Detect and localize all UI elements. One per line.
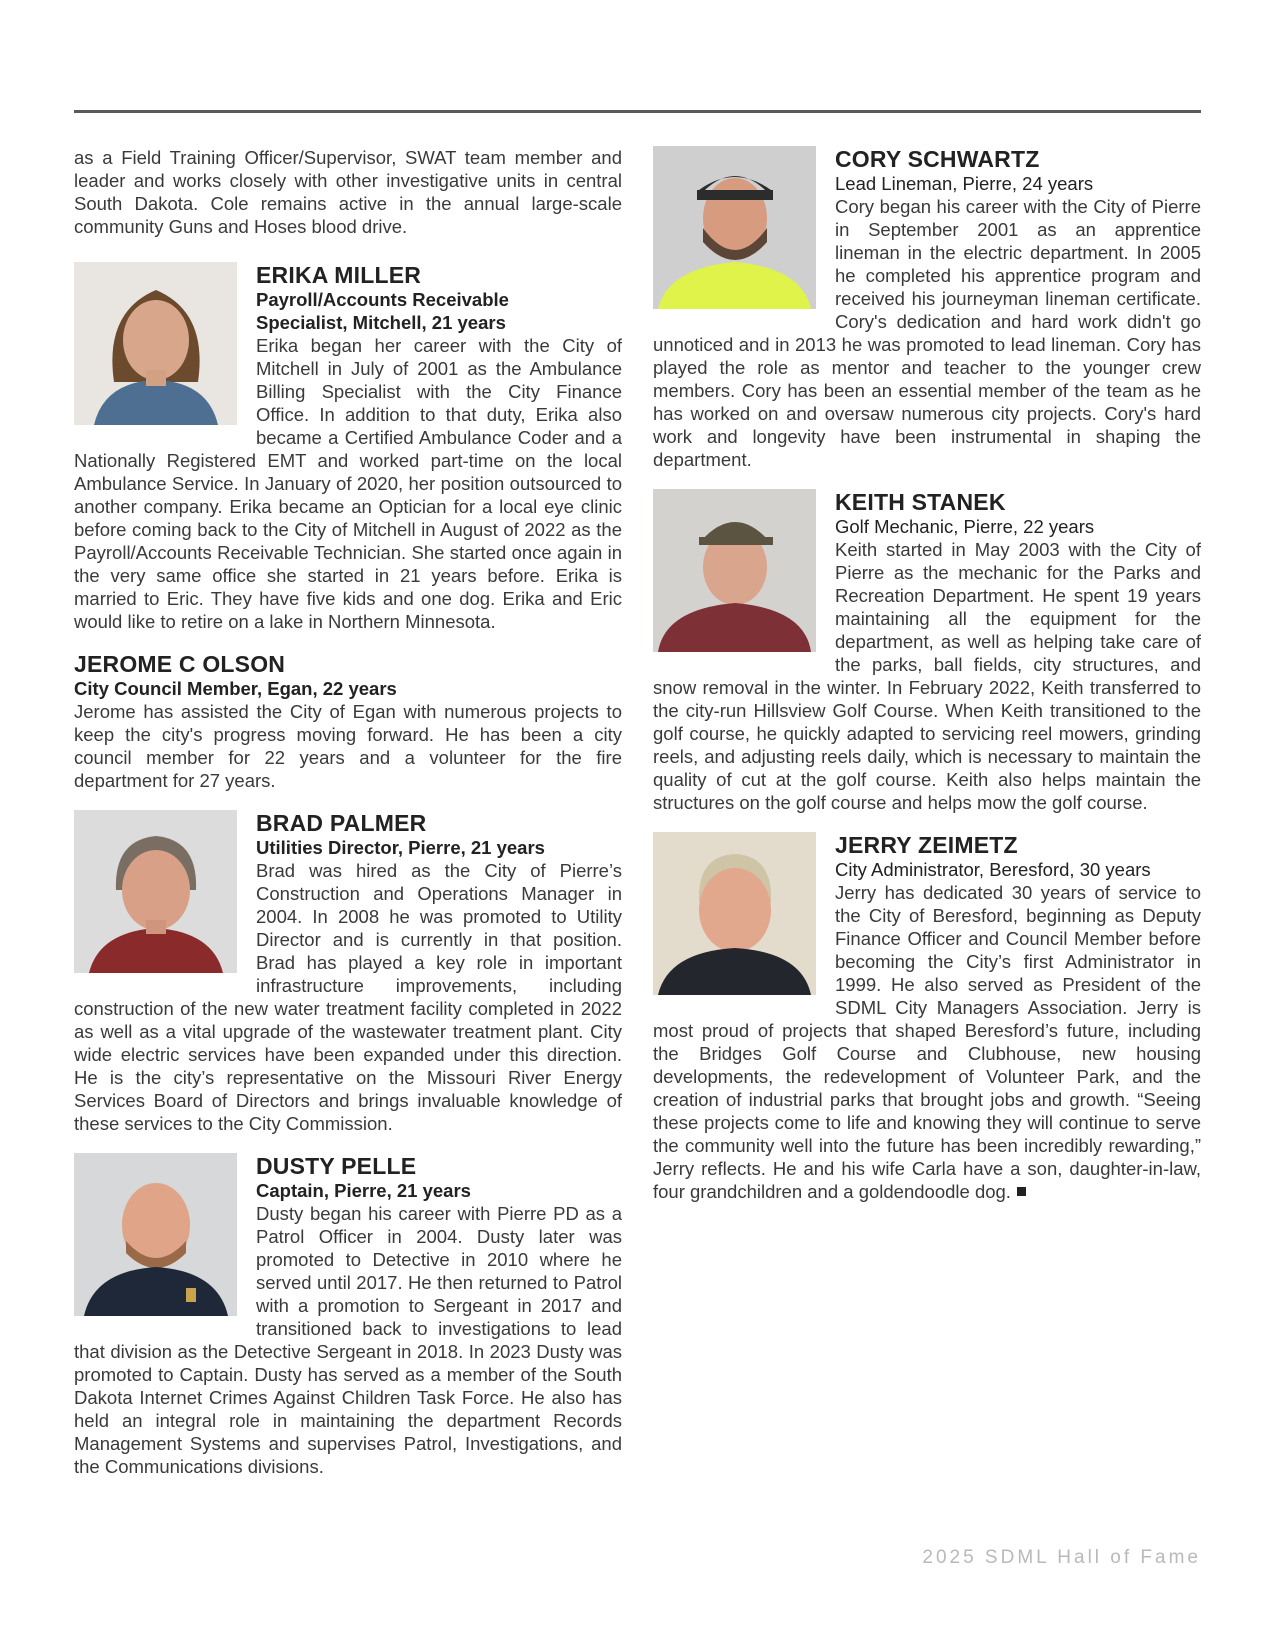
top-divider xyxy=(74,110,1201,113)
left-column xyxy=(74,146,622,1496)
profile-brad-palmer xyxy=(74,810,622,1135)
profile-name: CORY SCHWARTZ xyxy=(835,146,1040,172)
end-of-article-mark xyxy=(1017,1187,1026,1196)
profile-keith-stanek xyxy=(653,489,1201,814)
profile-title-line1: Payroll/Accounts Receivable xyxy=(256,289,509,310)
profile-bio: Erika began her career with the City of Mitchell in July of 2001 as the Ambulance Billing Specialist with the City Finance Office. In addition to that duty, Erika also became a Certified Ambulance Coder and a Nationally Registered EMT and worked part-time on the local Ambulance Service. In January of 2020, her position outsourced to another company. Erika became an Optician for a local eye clinic before coming back to the City of Mitchell in August of 2022 as the Payroll/Accounts Receivable Technician. She started once again in the very same office she started in 21 years before. Erika is married to Eric. They have five kids and one dog. Erika and Eric would like to retire on a lake in Northern Minnesota. xyxy=(74,335,622,632)
profile-title: Lead Lineman, Pierre, 24 years xyxy=(835,173,1094,194)
profile-title-line2: Specialist, Mitchell, 21 years xyxy=(256,312,506,333)
profile-title: Captain, Pierre, 21 years xyxy=(256,1180,471,1201)
profile-name: KEITH STANEK xyxy=(835,489,1006,515)
profile-name: DUSTY PELLE xyxy=(256,1153,417,1179)
profile-title: Golf Mechanic, Pierre, 22 years xyxy=(835,516,1095,537)
portrait-photo-dusty-pelle xyxy=(74,1153,237,1316)
portrait-photo-cory-schwartz xyxy=(653,146,816,309)
profile-bio: Dusty began his career with Pierre PD as a Patrol Officer in 2004. Dusty later was promoted to Detective in 2010 where he served until 2017. He then returned to Patrol with a promotion to Sergeant in 2017 and transitioned back to investigations to lead that division as the Detective Sergeant in 2018. In 2023 Dusty was promoted to Captain. Dusty has served as a member of the South Dakota Internet Crimes Against Children Task Force. He also has held an integral role in maintaining the department Records Management Systems and supervises Patrol, Investigations, and the Communications divisions. xyxy=(74,1203,622,1477)
profile-name: JERRY ZEIMETZ xyxy=(835,832,1018,858)
profile-cory-schwartz xyxy=(653,146,1201,471)
profile-jerome-c-olson xyxy=(74,651,622,792)
profile-dusty-pelle xyxy=(74,1153,622,1478)
right-column xyxy=(653,146,1201,1221)
profile-jerry-zeimetz xyxy=(653,832,1201,1203)
profile-name: JEROME C OLSON xyxy=(74,651,286,677)
profile-title: City Council Member, Egan, 22 years xyxy=(74,678,397,699)
portrait-photo-brad-palmer xyxy=(74,810,237,973)
portrait-photo-erika-miller xyxy=(74,262,237,425)
profile-name: ERIKA MILLER xyxy=(256,262,422,288)
page-footer: 2025 SDML Hall of Fame xyxy=(922,1547,1201,1568)
intro-continuation-text: as a Field Training Officer/Supervisor, SWAT team member and leader and works closely with other investigative units in central South Dakota. Cole remains active in the annual large-scale community Guns and Hoses blood drive. xyxy=(74,147,622,237)
profile-bio: Jerry has dedicated 30 years of service to the City of Beresford, beginning as Deputy Finance Officer and Council Member before becoming the City’s first Administrator in 1999. He also served as President of the SDML City Managers Association. Jerry is most proud of projects that shaped Beresford’s future, including the Bridges Golf Course and Clubhouse, new housing developments, the redevelopment of Volunteer Park, and the creation of industrial parks that brought jobs and growth. “Seeing these projects come to life and knowing they will continue to serve the community well into the future has been incredibly rewarding,” Jerry reflects. He and his wife Carla have a son, daughter-in-law, four grandchildren and a goldendoodle dog. xyxy=(653,882,1201,1202)
portrait-photo-keith-stanek xyxy=(653,489,816,652)
profile-bio: Keith started in May 2003 with the City of Pierre as the mechanic for the Parks and Recreation Department. He spent 19 years maintaining all the equipment for the department, as well as helping take care of the parks, ball fields, city structures, and snow removal in the winter. In February 2022, Keith transferred to the city-run Hillsview Golf Course. When Keith transitioned to the golf course, he quickly adapted to servicing reel mowers, grinding reels, and adjusting reels daily, which is necessary to maintain the quality of cut at the golf course. Keith also helps maintain the structures on the golf course and helps mow the golf course. xyxy=(653,539,1201,813)
profile-name: BRAD PALMER xyxy=(256,810,427,836)
portrait-photo-jerry-zeimetz xyxy=(653,832,816,995)
profile-title: City Administrator, Beresford, 30 years xyxy=(835,859,1151,880)
profile-bio: Jerome has assisted the City of Egan with numerous projects to keep the city's progress moving forward. He has been a city council member for 22 years and a volunteer for the fire department for 27 years. xyxy=(74,701,622,791)
profile-bio: Brad was hired as the City of Pierre’s Construction and Operations Manager in 2004. In 2008 he was promoted to Utility Director and is currently in that position. Brad has played a key role in important infrastructure improvements, including construction of the new water treatment facility completed in 2022 as well as a vital upgrade of the wastewater treatment plant. City wide electric services have been expanded under this direction. He is the city’s representative on the Missouri River Energy Services Board of Directors and brings invaluable knowledge of these services to the City Commission. xyxy=(74,860,622,1134)
profile-erika-miller xyxy=(74,262,622,633)
profile-bio: Cory began his career with the City of Pierre in September 2001 as an apprentice lineman in the electric department. In 2005 he completed his apprentice program and received his journeyman lineman certificate. Cory's dedication and hard work didn't go unnoticed and in 2013 he was promoted to lead lineman. Cory has played the role as mentor and teacher to the younger crew members. Cory has been an essential member of the team as he has worked on and oversaw numerous city projects. Cory's hard work and longevity have been instrumental in shaping the department. xyxy=(653,196,1201,470)
profile-title: Utilities Director, Pierre, 21 years xyxy=(256,837,545,858)
